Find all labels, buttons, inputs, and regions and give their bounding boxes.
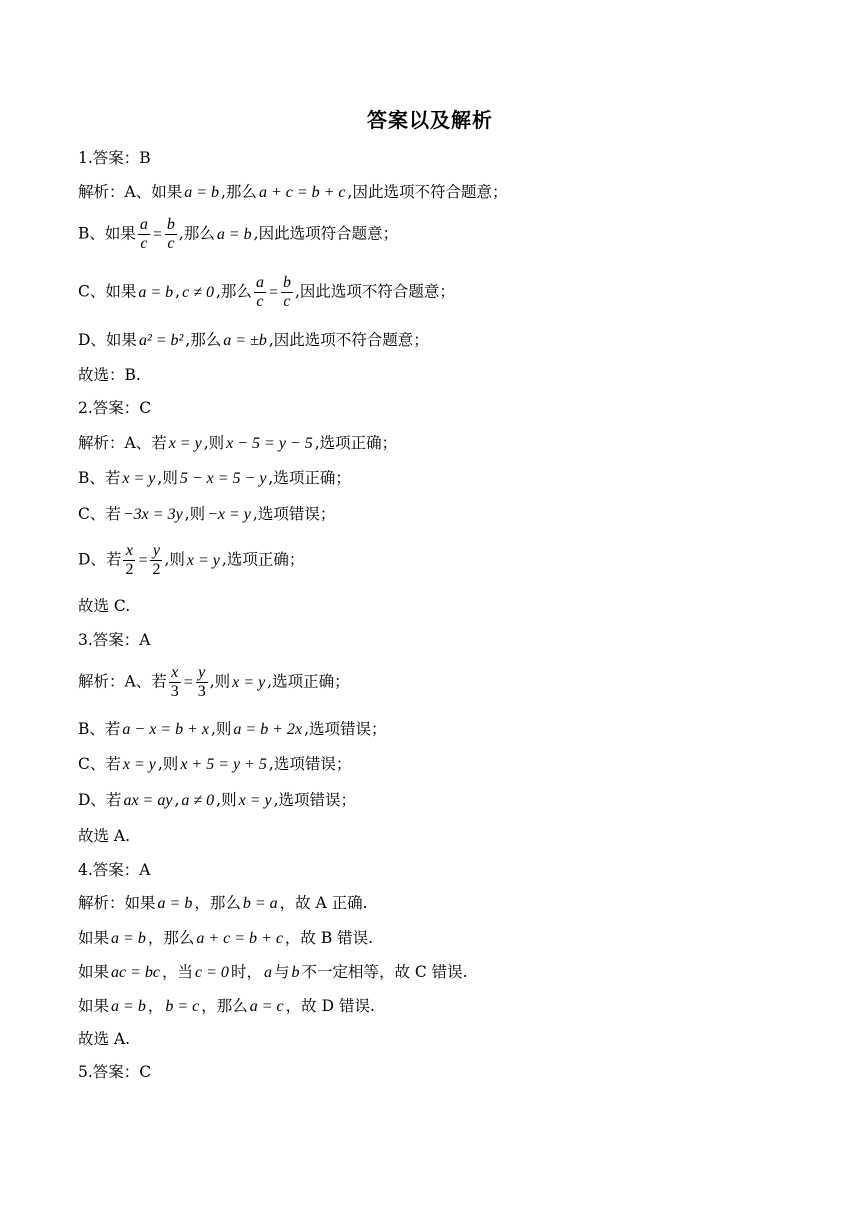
text: ,选项错误； (273, 791, 357, 809)
text: ,选项错误； (268, 755, 352, 773)
text: ,选项正确； (267, 672, 350, 691)
math: a = b (216, 225, 252, 243)
numerator: x (123, 542, 135, 561)
numerator: y (196, 664, 208, 683)
q5-answer: 5.答案：C (78, 1063, 152, 1081)
q2-analysis-line-a (78, 433, 397, 454)
numerator: b (166, 216, 175, 233)
text: ,那么 (185, 331, 222, 349)
q4-answer: 4.答案：A (78, 861, 151, 879)
numerator: a (255, 274, 264, 291)
numerator: a (139, 216, 148, 233)
fraction (281, 274, 293, 311)
text: , (174, 791, 180, 809)
q3-analysis-line-a (78, 664, 350, 701)
text: ,则 (210, 720, 232, 738)
text: ,选项错误； (304, 720, 387, 738)
math: a = b (111, 930, 146, 947)
q1-answer: 1.答案：B (78, 149, 151, 167)
math: a² = b² (138, 332, 184, 349)
math: a = ±b (223, 332, 267, 349)
q4-analysis-line-c (78, 962, 468, 983)
denominator: 2 (125, 561, 134, 578)
text: ,选项正确； (314, 434, 398, 452)
text: ,则 (157, 469, 178, 487)
math: a + c = b + c (196, 930, 283, 947)
text: C、如果 (78, 282, 137, 301)
math: x = y (186, 551, 220, 569)
math: b (291, 964, 300, 981)
denominator: c (283, 293, 291, 310)
text: 如果 (78, 963, 110, 981)
numerator: x (169, 664, 181, 683)
math: a = c (249, 998, 284, 1015)
page-title: 答案以及解析 (367, 108, 493, 132)
q1-analysis-line-b (78, 216, 398, 253)
math: ax = ay (123, 792, 173, 809)
text: B、如果 (78, 224, 136, 243)
text: ,则 (157, 755, 179, 773)
text: D、若 (78, 791, 122, 809)
equals-sign: = (183, 673, 193, 691)
q2-analysis-line-c (78, 504, 335, 525)
fraction (196, 664, 208, 701)
math: a = b + 2x (233, 721, 303, 738)
math: −x = y (207, 506, 251, 523)
q4-analysis-line-b (78, 928, 373, 949)
q4-conclusion: 故选 A. (78, 1030, 131, 1048)
q1-analysis-line-c (78, 274, 455, 311)
math: c = 0 (195, 964, 229, 981)
text: D、若 (78, 550, 122, 569)
text: ,则 (209, 672, 231, 691)
text: B、若 (78, 720, 121, 738)
text: ，故 D 错误. (285, 997, 375, 1015)
math: x − 5 = y − 5 (226, 435, 313, 452)
denominator: 3 (170, 683, 179, 700)
math: x = y (122, 756, 156, 773)
math: a = b (184, 184, 219, 201)
fraction (165, 216, 177, 253)
math: a + c = b + c (258, 184, 346, 201)
text: 不一定相等，故 C 错误. (301, 963, 468, 981)
text: ,那么 (178, 224, 215, 243)
text: , (175, 282, 181, 301)
math: 5 − x = 5 − y (179, 470, 267, 487)
text: C、若 (78, 505, 121, 523)
text: 解析：A、若 (78, 434, 167, 452)
denominator: 2 (152, 561, 161, 578)
text: B、若 (78, 469, 121, 487)
equals-sign: = (268, 283, 278, 301)
text: C、若 (78, 755, 121, 773)
numerator: y (150, 542, 162, 561)
text: 解析：A、若 (78, 672, 167, 691)
fraction (123, 542, 135, 579)
q2-answer: 2.答案：C (78, 399, 152, 417)
text: ,那么 (221, 183, 257, 201)
text: 解析：A、如果 (78, 183, 183, 201)
q4-analysis-line-d (78, 996, 375, 1017)
numerator: b (282, 274, 291, 291)
q1-conclusion: 故选：B. (78, 366, 141, 384)
text: ,因此选项不符合题意； (268, 331, 429, 349)
fraction (169, 664, 181, 701)
text: ，当 (162, 963, 194, 981)
math: c ≠ 0 (182, 283, 214, 301)
text: 时， (230, 963, 262, 981)
text: ，那么 (147, 929, 195, 947)
math: b = c (165, 998, 200, 1015)
math: a = b (111, 998, 146, 1015)
text: ,则 (184, 505, 206, 523)
q2-conclusion: 故选 C. (78, 597, 131, 615)
text: ,因此选项不符合题意； (294, 282, 455, 301)
math: x = y (238, 792, 272, 809)
q2-analysis-line-b (78, 468, 351, 489)
math: a − x = b + x (122, 721, 209, 738)
text: ,则 (164, 550, 185, 569)
text: ,则 (216, 791, 237, 809)
math: a ≠ 0 (181, 792, 215, 809)
text: ，那么 (201, 997, 248, 1015)
q2-analysis-line-d (78, 542, 304, 579)
math: x = y (122, 470, 156, 487)
text: ，故 B 错误. (284, 929, 374, 947)
text: ,因此选项不符合题意； (347, 183, 508, 201)
math: a = b (157, 895, 193, 912)
text: ，那么 (194, 894, 241, 912)
q1-analysis-line-d (78, 330, 429, 351)
fraction (150, 542, 162, 579)
text: 如果 (78, 997, 110, 1015)
q4-analysis-line-a (78, 893, 368, 914)
math: x = y (168, 435, 202, 452)
text: ,选项正确； (268, 469, 351, 487)
text: D、如果 (78, 331, 137, 349)
equals-sign: = (138, 551, 148, 569)
text: ，故 A 正确. (279, 894, 368, 912)
text: ,选项正确； (221, 550, 305, 569)
text: ,则 (203, 434, 225, 452)
q3-conclusion: 故选 A. (78, 827, 131, 845)
q1-analysis-line-a (78, 182, 507, 203)
math: a = b (138, 283, 174, 301)
q3-analysis-line-c (78, 754, 351, 775)
denominator: c (140, 235, 148, 252)
math: b = a (242, 895, 278, 912)
denominator: 3 (197, 683, 206, 700)
text: ,那么 (216, 282, 252, 301)
text: 与 (273, 963, 290, 981)
q3-analysis-line-b (78, 719, 387, 740)
text: 解析：如果 (78, 894, 156, 912)
text: ,因此选项符合题意； (253, 224, 399, 243)
equals-sign: = (152, 225, 162, 243)
math: x + 5 = y + 5 (180, 756, 267, 773)
denominator: c (256, 293, 264, 310)
text: ， (147, 997, 164, 1015)
fraction (254, 274, 266, 311)
math: −3x = 3y (122, 506, 183, 523)
math: ac = bc (111, 964, 161, 981)
text: 如果 (78, 929, 110, 947)
q3-analysis-line-d (78, 790, 356, 811)
denominator: c (167, 235, 175, 252)
text: ,选项错误； (252, 505, 336, 523)
q3-answer: 3.答案：A (78, 631, 151, 649)
fraction (138, 216, 150, 253)
math: x = y (232, 673, 266, 691)
math: a (263, 964, 272, 981)
